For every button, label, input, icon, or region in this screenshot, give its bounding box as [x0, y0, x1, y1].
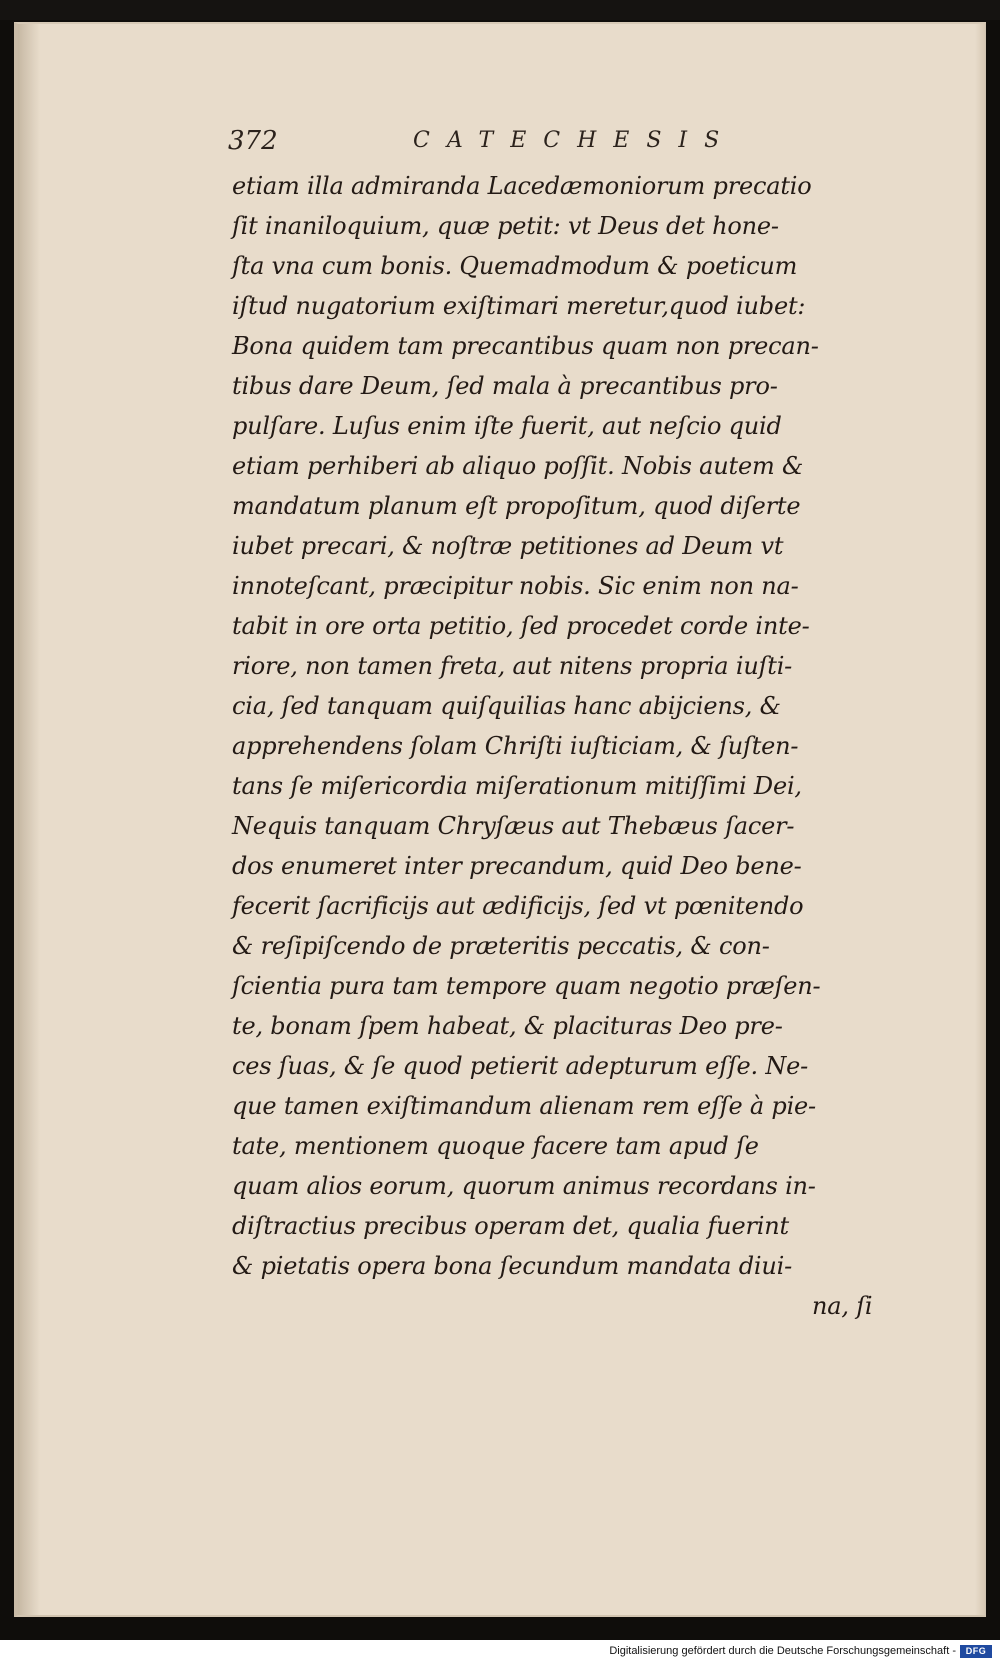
text-line: mandatum planum eſt propoſitum, quod diſerte: [232, 492, 801, 520]
spine-shadow: [18, 24, 40, 1615]
credit-text: Digitalisierung gefördert durch die Deutsche Forschungsgemeinschaft -: [609, 1645, 956, 1657]
catchword: na, ſi: [812, 1292, 873, 1320]
text-line: que tamen exiſtimandum alienam rem eſſe à pie-: [232, 1092, 816, 1120]
text-line: Bona quidem tam precantibus quam non precan-: [232, 332, 819, 360]
page-number: 372: [228, 126, 278, 156]
text-line: tabit in ore orta petitio, ſed procedet corde inte-: [232, 612, 810, 640]
text-line: ſcientia pura tam tempore quam negotio præſen-: [232, 972, 821, 1000]
text-line: cia, ſed tanquam quiſquilias hanc abijciens, &: [232, 692, 781, 720]
text-line: & reſipiſcendo de præteritis peccatis, & con-: [232, 932, 770, 960]
text-line: riore, non tamen freta, aut nitens propria iuſti-: [232, 652, 793, 680]
digitization-credit: [609, 1642, 992, 1660]
page-edge-shadow: [975, 24, 985, 1615]
text-line: tibus dare Deum, ſed mala à precantibus pro-: [232, 372, 778, 400]
body-text: [232, 166, 932, 1456]
running-head: [228, 123, 828, 159]
text-line: tate, mentionem quoque facere tam apud ſe: [232, 1132, 759, 1160]
text-line: dos enumeret inter precandum, quid Deo bene-: [232, 852, 802, 880]
text-line: tans ſe miſericordia miſerationum mitiſſimi Dei,: [232, 772, 802, 800]
scan-top-edge: [0, 0, 1000, 20]
text-line: apprehendens ſolam Chriſti iuſticiam, & ſuſten-: [232, 732, 799, 760]
text-line: ſta vna cum bonis. Quemadmodum & poeticum: [232, 252, 798, 280]
text-line: Nequis tanquam Chryſæus aut Thebæus ſacer-: [232, 812, 795, 840]
text-line: te, bonam ſpem habeat, & placituras Deo pre-: [232, 1012, 783, 1040]
text-line: etiam perhiberi ab aliquo poſſit. Nobis autem &: [232, 452, 804, 480]
text-line: pulſare. Luſus enim iſte fuerit, aut neſcio quid: [232, 412, 782, 440]
text-line: innoteſcant, præcipitur nobis. Sic enim non na-: [232, 572, 799, 600]
text-line: & pietatis opera bona ſecundum mandata diui-: [232, 1252, 792, 1280]
text-line: iſtud nugatorium exiſtimari meretur,quod iubet:: [232, 292, 806, 320]
text-line: quam alios eorum, quorum animus recordans in-: [232, 1172, 816, 1200]
running-title: CATECHESIS: [413, 128, 737, 153]
text-line: iubet precari, & noſtræ petitiones ad Deum vt: [232, 532, 784, 560]
text-line: ces ſuas, & ſe quod petierit adepturum eſſe. Ne-: [232, 1052, 809, 1080]
text-line: etiam illa admiranda Lacedæmoniorum precatio: [232, 172, 812, 200]
text-line: ſit inaniloquium, quæ petit: vt Deus det hone-: [232, 212, 779, 240]
dfg-logo: DFG: [960, 1645, 992, 1658]
text-line: fecerit ſacrificijs aut ædificijs, ſed vt pœnitendo: [232, 892, 804, 920]
text-line: diſtractius precibus operam det, qualia fuerint: [232, 1212, 789, 1240]
